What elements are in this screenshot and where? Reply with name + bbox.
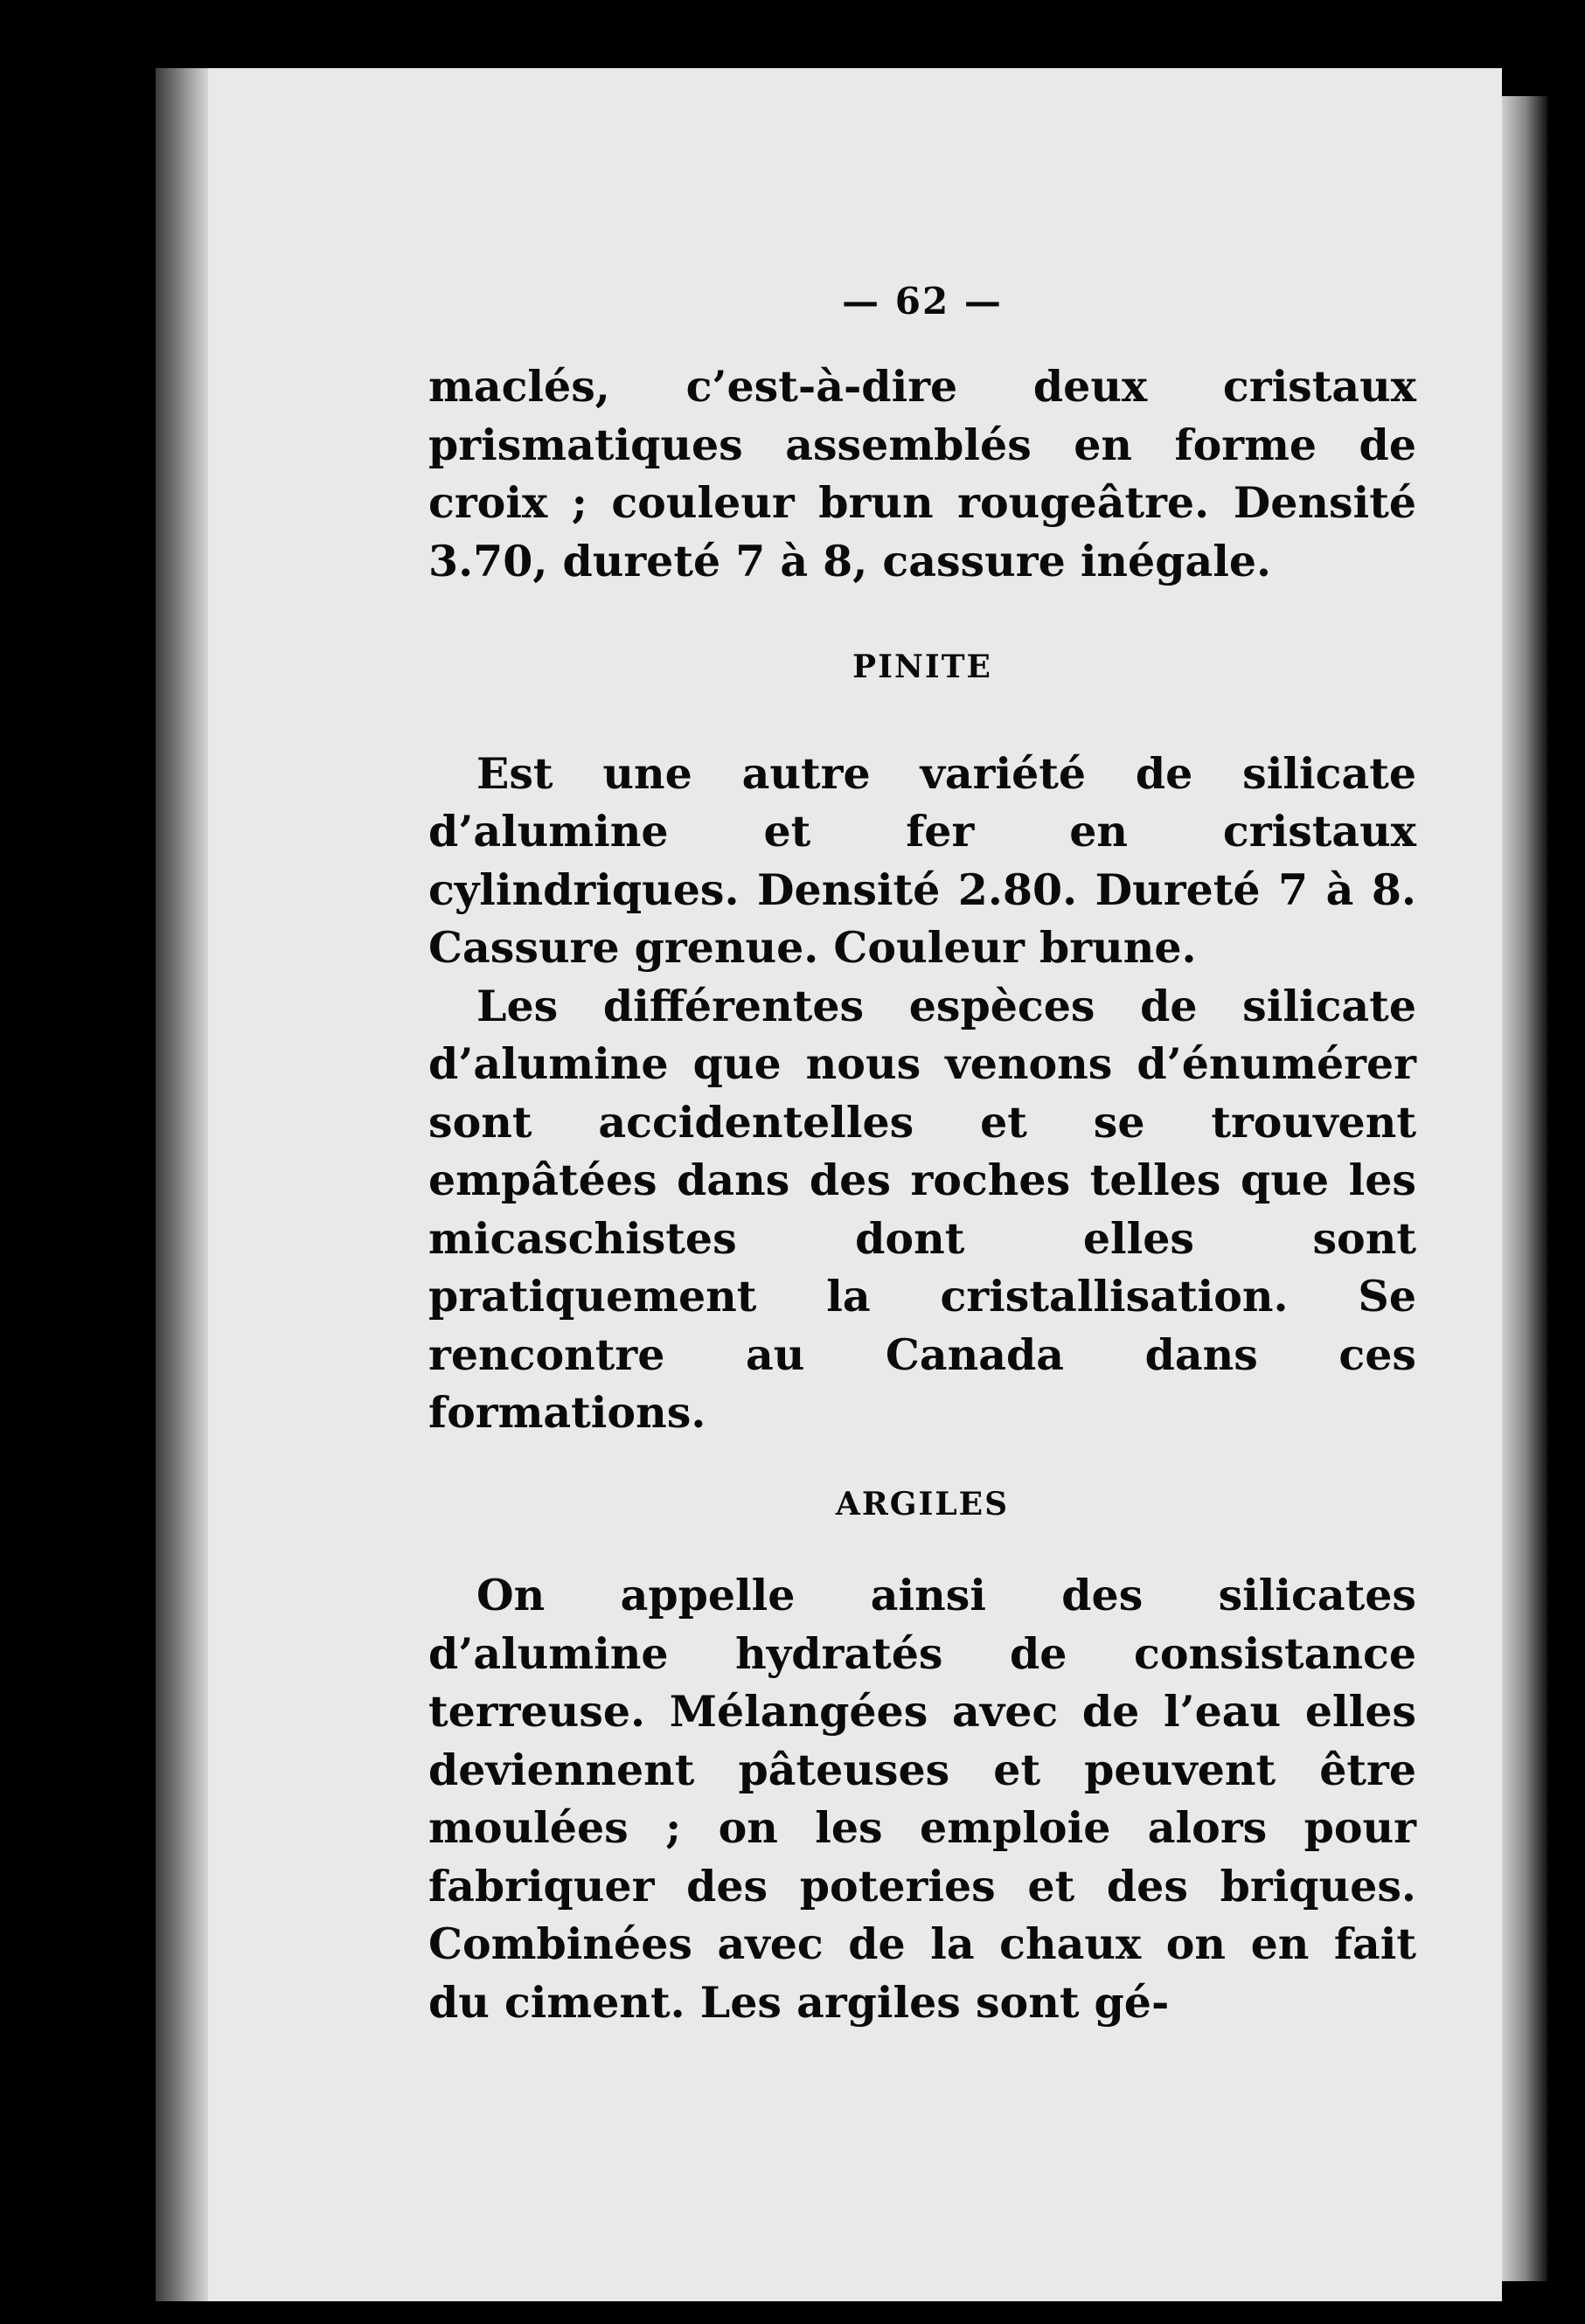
page-edge-shadow: [1502, 96, 1547, 2281]
page-gutter-shadow: [156, 68, 208, 2301]
continuation-paragraph: maclés, c’est-à-dire deux cristaux prismatiques assemblés en forme de croix ; couleur brun rougeâtre. Densité 3.70, dureté 7 à 8, cassure inégale.: [428, 361, 1416, 586]
page-text-block: [428, 280, 1416, 2031]
section-heading-argiles: ARGILES: [835, 1485, 1010, 1523]
pinite-paragraph-1: Est une autre variété de silicate d’alumine et fer en cristaux cylindriques. Densité 2.80. Dureté 7 à 8. Cassure grenue. Couleur brune.: [428, 747, 1416, 973]
pinite-paragraph-2: Les différentes espèces de silicate d’alumine que nous venons d’énumérer sont accidentelles et se trouvent empâtées dans des roches telles que les micaschistes dont elles sont pratiquement la cristallisation. Se rencontre au Canada dans ces formations.: [428, 980, 1416, 1438]
section-heading-pinite: PINITE: [852, 649, 992, 685]
argiles-paragraph-1: On appelle ainsi des silicates d’alumine hydratés de consistance terreuse. Mélangées avec de l’eau elles deviennent pâteuses et peuvent être moulées ; on les emploie alors pour fabriquer des poteries et des briques. Combinées avec de la chaux on en fait du ciment. Les argiles sont gé-: [428, 1570, 1416, 2028]
page-number: — 62 —: [842, 280, 1003, 323]
